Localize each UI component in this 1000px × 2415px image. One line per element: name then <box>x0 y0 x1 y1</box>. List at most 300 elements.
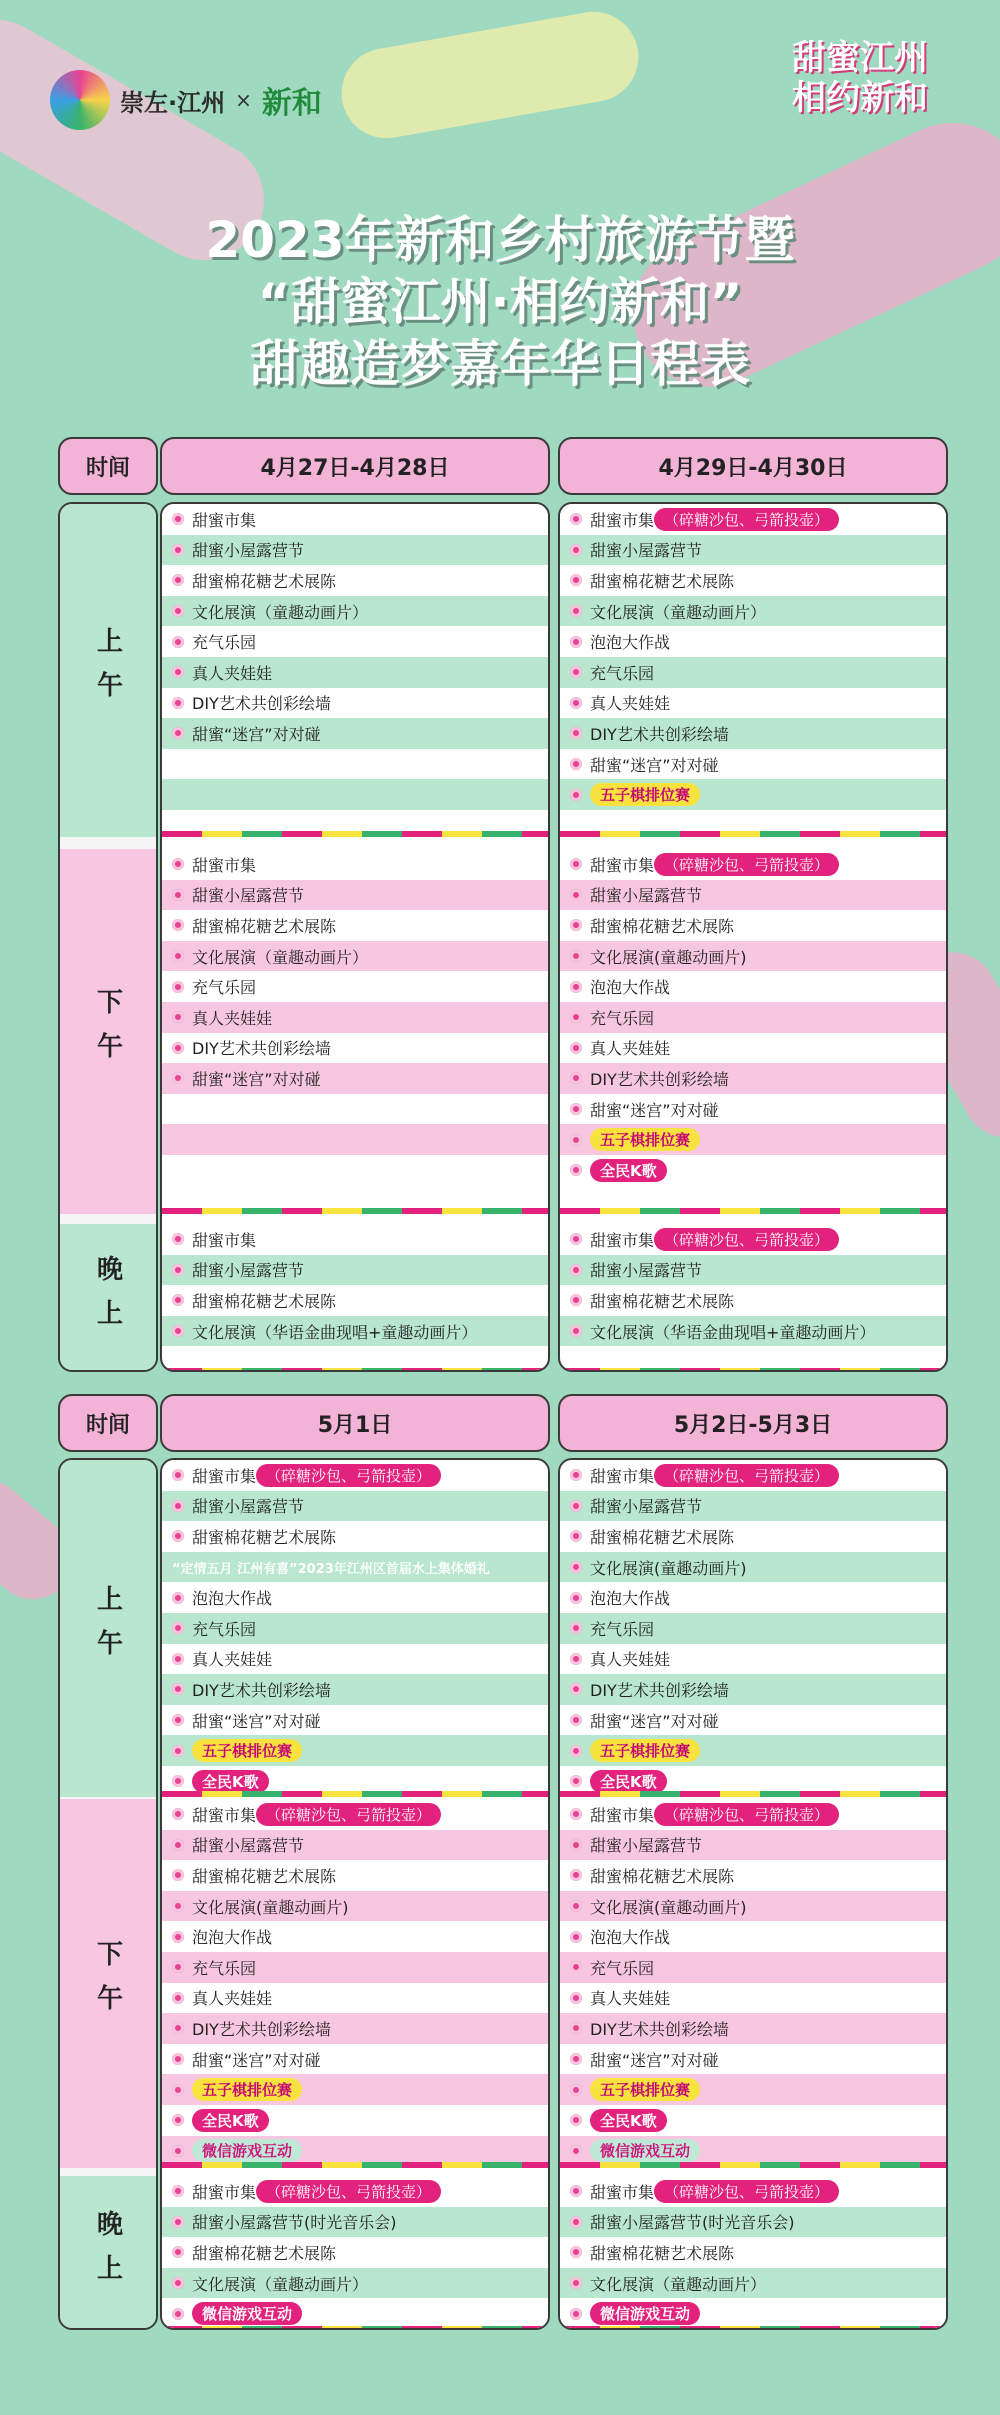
event-name: 甜蜜棉花糖艺术展陈 <box>192 2243 337 2263</box>
schedule-row <box>162 1033 548 1064</box>
day-column-header: 4月27日-4月28日 <box>160 437 550 495</box>
period-divider <box>560 2162 946 2168</box>
period-label-am: 上午 <box>60 1460 156 1797</box>
event-name: 甜蜜棉花糖艺术展陈 <box>192 1866 337 1886</box>
schedule-row <box>560 1255 946 1286</box>
candy-bullet-icon <box>570 727 582 739</box>
schedule-row <box>560 565 946 596</box>
candy-bullet-icon <box>570 574 582 586</box>
event-name: 甜蜜小屋露营节(时光音乐会) <box>192 2213 397 2233</box>
candy-bullet-icon <box>172 574 184 586</box>
candy-bullet-icon <box>570 1745 582 1757</box>
day-column-header: 5月1日 <box>160 1394 550 1452</box>
event-name: 甜蜜市集 <box>590 1230 655 1250</box>
schedule-row <box>560 1316 946 1347</box>
candy-bullet-icon <box>172 1683 184 1695</box>
schedule-row <box>162 1155 548 1186</box>
schedule-row <box>560 910 946 941</box>
period-divider <box>560 831 946 837</box>
event-name: 泡泡大作战 <box>590 978 671 998</box>
candy-bullet-icon <box>570 919 582 931</box>
highlight-event: 微信游戏互动 <box>192 2139 302 2162</box>
schedule-row <box>162 2268 548 2299</box>
candy-bullet-icon <box>172 2308 184 2320</box>
time-column <box>58 502 158 1372</box>
event-name: DIY艺术共创彩绘墙 <box>192 1039 331 1059</box>
schedule-row <box>560 2237 946 2268</box>
event-name: 甜蜜市集 <box>192 855 257 875</box>
event-name: 甜蜜小屋露营节 <box>192 541 305 561</box>
event-name: 甜蜜棉花糖艺术展陈 <box>590 1291 735 1311</box>
candy-bullet-icon <box>570 1072 582 1084</box>
event-name: 甜蜜“迷宫”对对碰 <box>192 1711 321 1731</box>
schedule-row <box>560 1705 946 1736</box>
event-name: 甜蜜棉花糖艺术展陈 <box>590 1527 735 1547</box>
event-name: 甜蜜市集 <box>590 855 655 875</box>
event-name: 甜蜜市集 <box>590 1805 655 1825</box>
candy-bullet-icon <box>570 1530 582 1542</box>
candy-bullet-icon <box>570 544 582 556</box>
event-name: 甜蜜小屋露营节 <box>590 1497 703 1517</box>
event-name: DIY艺术共创彩绘墙 <box>590 1680 729 1700</box>
candy-bullet-icon <box>172 544 184 556</box>
event-name: 真人夹娃娃 <box>590 694 671 714</box>
event-activities-tag: （碎糖沙包、弓箭投壶） <box>256 1803 441 1826</box>
candy-bullet-icon <box>570 2246 582 2258</box>
candy-bullet-icon <box>570 1592 582 1604</box>
schedule-row <box>162 2237 548 2268</box>
candy-bullet-icon <box>172 2277 184 2289</box>
candy-bullet-icon <box>570 1233 582 1245</box>
event-name: 甜蜜棉花糖艺术展陈 <box>590 2243 735 2263</box>
period-label-eve: 晚上 <box>60 1224 156 1372</box>
candy-bullet-icon <box>570 1900 582 1912</box>
event-name: 甜蜜棉花糖艺术展陈 <box>192 1527 337 1547</box>
candy-bullet-icon <box>570 2084 582 2096</box>
schedule-row <box>560 535 946 566</box>
event-name: 文化展演(童趣动画片) <box>590 947 747 967</box>
candy-bullet-icon <box>172 1839 184 1851</box>
period-divider <box>560 1208 946 1214</box>
title-line-2: “甜蜜江州·相约新和” <box>257 273 743 331</box>
event-name: 甜蜜小屋露营节 <box>192 1261 305 1281</box>
schedule-row <box>162 1255 548 1286</box>
event-name: 甜蜜“迷宫”对对碰 <box>590 1100 719 1120</box>
period-label-am: 上午 <box>60 504 156 837</box>
schedule-row <box>560 2268 946 2299</box>
candy-bullet-icon <box>172 1992 184 2004</box>
event-name: 泡泡大作战 <box>192 1589 273 1609</box>
candy-bullet-icon <box>570 2053 582 2065</box>
candy-bullet-icon <box>172 605 184 617</box>
schedule-row <box>162 718 548 749</box>
schedule-row <box>162 504 548 535</box>
candy-bullet-icon <box>172 1622 184 1634</box>
day-column <box>558 502 948 1372</box>
candy-bullet-icon <box>172 1745 184 1757</box>
candy-bullet-icon <box>172 2246 184 2258</box>
event-name: 甜蜜小屋露营节 <box>590 541 703 561</box>
candy-bullet-icon <box>570 1839 582 1851</box>
event-name: 充气乐园 <box>590 663 655 683</box>
candy-bullet-icon <box>172 2145 184 2157</box>
event-name: 充气乐园 <box>192 633 257 653</box>
period-label-pm: 下午 <box>60 849 156 1214</box>
event-name: 充气乐园 <box>590 1008 655 1028</box>
candy-bullet-icon <box>570 1469 582 1481</box>
event-name: 甜蜜市集 <box>590 510 655 530</box>
candy-bullet-icon <box>172 1233 184 1245</box>
schedule-row <box>162 1921 548 1952</box>
candy-bullet-icon <box>570 2277 582 2289</box>
event-name: 甜蜜“迷宫”对对碰 <box>192 1069 321 1089</box>
schedule-row <box>162 1582 548 1613</box>
schedule-row <box>162 688 548 719</box>
candy-bullet-icon <box>570 1500 582 1512</box>
period-divider <box>162 1208 548 1214</box>
candy-bullet-icon <box>570 1264 582 1276</box>
schedule-row <box>560 1674 946 1705</box>
candy-bullet-icon <box>570 1653 582 1665</box>
period-divider <box>162 1368 548 1372</box>
schedule-row <box>560 1224 946 1255</box>
schedule-row <box>162 1063 548 1094</box>
event-name: 真人夹娃娃 <box>192 1008 273 1028</box>
candy-bullet-icon <box>172 1900 184 1912</box>
event-name: 甜蜜市集 <box>590 1466 655 1486</box>
slogan-logo <box>760 38 960 118</box>
event-name: 甜蜜“迷宫”对对碰 <box>590 1711 719 1731</box>
schedule-row <box>560 1491 946 1522</box>
logo-separator: × <box>235 88 252 112</box>
candy-bullet-icon <box>570 666 582 678</box>
event-name: 文化展演(童趣动画片) <box>590 1558 747 1578</box>
period-label-eve: 晚上 <box>60 2176 156 2330</box>
candy-bullet-icon <box>570 1134 582 1146</box>
candy-bullet-icon <box>570 2185 582 2197</box>
schedule-row <box>162 1644 548 1675</box>
time-column-header: 时间 <box>58 437 158 495</box>
event-name: 充气乐园 <box>590 1958 655 1978</box>
candy-bullet-icon <box>570 1561 582 1573</box>
schedule-row <box>560 1155 946 1186</box>
period-divider <box>162 2326 548 2330</box>
time-column <box>58 1458 158 2330</box>
event-name: DIY艺术共创彩绘墙 <box>192 694 331 714</box>
event-name: 泡泡大作战 <box>590 1589 671 1609</box>
event-name: DIY艺术共创彩绘墙 <box>590 724 729 744</box>
candy-bullet-icon <box>172 858 184 870</box>
candy-bullet-icon <box>172 2053 184 2065</box>
event-name: 真人夹娃娃 <box>192 1989 273 2009</box>
schedule-row <box>560 2207 946 2238</box>
schedule-row <box>560 1952 946 1983</box>
event-name: 文化展演(童趣动画片) <box>590 1897 747 1917</box>
event-name: 甜蜜“迷宫”对对碰 <box>192 2050 321 2070</box>
highlight-event: 全民K歌 <box>590 1159 667 1182</box>
day-column-header: 4月29日-4月30日 <box>558 437 948 495</box>
event-activities-tag: （碎糖沙包、弓箭投壶） <box>654 1464 839 1487</box>
schedule-row <box>162 749 548 780</box>
candy-bullet-icon <box>570 1775 582 1787</box>
schedule-row <box>162 1124 548 1155</box>
day-column-header: 5月2日-5月3日 <box>558 1394 948 1452</box>
schedule-row <box>162 1224 548 1255</box>
event-name: 甜蜜小屋露营节 <box>590 1261 703 1281</box>
event-name: 甜蜜棉花糖艺术展陈 <box>590 1866 735 1886</box>
schedule-row <box>162 2207 548 2238</box>
schedule-row <box>560 1094 946 1125</box>
candy-bullet-icon <box>172 1042 184 1054</box>
event-activities-tag: （碎糖沙包、弓箭投壶） <box>654 1228 839 1251</box>
highlight-event: 全民K歌 <box>192 2109 269 2132</box>
event-name: 文化展演（童趣动画片） <box>192 602 369 622</box>
candy-bullet-icon <box>570 1103 582 1115</box>
candy-bullet-icon <box>172 1592 184 1604</box>
candy-bullet-icon <box>570 981 582 993</box>
schedule-row <box>162 1983 548 2014</box>
highlight-event: 微信游戏互动 <box>192 2302 302 2325</box>
logo-xinhe: 新和 <box>261 86 322 121</box>
event-name: 甜蜜棉花糖艺术展陈 <box>590 916 735 936</box>
organizer-logos <box>50 70 322 130</box>
schedule-row <box>560 941 946 972</box>
candy-bullet-icon <box>570 513 582 525</box>
candy-bullet-icon <box>172 1714 184 1726</box>
event-name: 甜蜜市集 <box>192 1805 257 1825</box>
schedule-row <box>560 1830 946 1861</box>
candy-bullet-icon <box>570 1164 582 1176</box>
event-name: 文化展演（童趣动画片） <box>590 602 767 622</box>
schedule-row <box>560 1613 946 1644</box>
event-activities-tag: （碎糖沙包、弓箭投壶） <box>654 508 839 531</box>
event-name: 文化展演（童趣动画片） <box>192 947 369 967</box>
candy-bullet-icon <box>570 2145 582 2157</box>
schedule-row <box>560 1983 946 2014</box>
candy-bullet-icon <box>172 2084 184 2096</box>
candy-bullet-icon <box>570 1961 582 1973</box>
schedule-row <box>162 2013 548 2044</box>
schedule-row <box>560 1033 946 1064</box>
schedule-row <box>560 1124 946 1155</box>
candy-bullet-icon <box>570 697 582 709</box>
candy-bullet-icon <box>570 950 582 962</box>
candy-bullet-icon <box>570 1869 582 1881</box>
schedule-row <box>560 1552 946 1583</box>
event-name: 甜蜜小屋露营节(时光音乐会) <box>590 2213 795 2233</box>
period-divider <box>560 1368 946 1372</box>
candy-bullet-icon <box>172 1961 184 1973</box>
schedule-row <box>162 1891 548 1922</box>
event-name: 甜蜜小屋露营节 <box>590 886 703 906</box>
schedule-row <box>162 1952 548 1983</box>
schedule-row <box>162 1799 548 1830</box>
highlight-event: 五子棋排位赛 <box>590 783 700 806</box>
event-name: 甜蜜小屋露营节 <box>192 1497 305 1517</box>
event-name: DIY艺术共创彩绘墙 <box>192 2019 331 2039</box>
candy-bullet-icon <box>172 1011 184 1023</box>
candy-bullet-icon <box>172 950 184 962</box>
event-name: 充气乐园 <box>192 978 257 998</box>
schedule-row <box>162 1735 548 1766</box>
highlight-event: 五子棋排位赛 <box>590 2078 700 2101</box>
candy-bullet-icon <box>172 2114 184 2126</box>
event-name: 充气乐园 <box>192 1619 257 1639</box>
schedule-row <box>162 535 548 566</box>
event-name: 甜蜜市集 <box>192 510 257 530</box>
event-name: 充气乐园 <box>192 1958 257 1978</box>
schedule-row <box>560 596 946 627</box>
schedule-row <box>162 880 548 911</box>
schedule-row <box>560 1891 946 1922</box>
candy-bullet-icon <box>570 889 582 901</box>
event-name: DIY艺术共创彩绘墙 <box>192 1680 331 1700</box>
event-name: 真人夹娃娃 <box>192 1650 273 1670</box>
candy-bullet-icon <box>570 605 582 617</box>
event-name: 甜蜜市集 <box>192 1230 257 1250</box>
schedule-row <box>560 2044 946 2075</box>
event-name: 甜蜜棉花糖艺术展陈 <box>590 571 735 591</box>
event-name: 甜蜜市集 <box>590 2182 655 2202</box>
schedule-row <box>162 2044 548 2075</box>
schedule-row <box>162 1316 548 1347</box>
event-activities-tag: （碎糖沙包、弓箭投壶） <box>654 2180 839 2203</box>
event-name: 充气乐园 <box>590 1619 655 1639</box>
schedule-row <box>162 779 548 810</box>
schedule-row <box>560 1921 946 1952</box>
event-activities-tag: （碎糖沙包、弓箭投壶） <box>654 1803 839 1826</box>
event-name: 泡泡大作战 <box>590 1928 671 1948</box>
highlight-event: 五子棋排位赛 <box>192 2078 302 2101</box>
period-divider <box>560 1791 946 1797</box>
poster-header <box>0 0 1000 440</box>
candy-bullet-icon <box>570 1992 582 2004</box>
candy-bullet-icon <box>172 1264 184 1276</box>
schedule-row <box>560 1285 946 1316</box>
candy-bullet-icon <box>172 1775 184 1787</box>
candy-bullet-icon <box>172 919 184 931</box>
event-name: 文化展演（华语金曲现唱+童趣动画片） <box>192 1322 478 1342</box>
candy-bullet-icon <box>570 2114 582 2126</box>
period-divider <box>162 1791 548 1797</box>
schedule-row <box>560 1644 946 1675</box>
candy-bullet-icon <box>172 513 184 525</box>
schedule-row <box>162 1285 548 1316</box>
schedule-row <box>162 626 548 657</box>
schedule-row <box>162 565 548 596</box>
schedule-row <box>162 2105 548 2136</box>
candy-bullet-icon <box>172 1808 184 1820</box>
event-name: DIY艺术共创彩绘墙 <box>590 2019 729 2039</box>
event-name: 文化展演（华语金曲现唱+童趣动画片） <box>590 1322 876 1342</box>
schedule-row <box>560 1063 946 1094</box>
candy-bullet-icon <box>172 2185 184 2197</box>
highlight-event: 微信游戏互动 <box>590 2302 700 2325</box>
event-name: 泡泡大作战 <box>590 633 671 653</box>
slogan-line-1: 甜蜜江州 <box>792 38 928 78</box>
event-activities-tag: （碎糖沙包、弓箭投壶） <box>256 1464 441 1487</box>
candy-bullet-icon <box>570 1683 582 1695</box>
schedule-row <box>162 910 548 941</box>
candy-bullet-icon <box>172 1294 184 1306</box>
candy-bullet-icon <box>570 858 582 870</box>
candy-bullet-icon <box>172 1072 184 1084</box>
schedule-row <box>560 2298 946 2329</box>
schedule-row <box>162 1674 548 1705</box>
schedule-row <box>162 1552 548 1583</box>
schedule-row <box>162 1002 548 1033</box>
event-name: 真人夹娃娃 <box>590 1989 671 2009</box>
event-name: 甜蜜棉花糖艺术展陈 <box>192 1291 337 1311</box>
schedule-row <box>560 971 946 1002</box>
schedule-row <box>560 2105 946 2136</box>
event-name: 泡泡大作战 <box>192 1928 273 1948</box>
candy-bullet-icon <box>570 1808 582 1820</box>
title-line-3: 甜趣造梦嘉年华日程表 <box>250 335 750 393</box>
schedule-row <box>162 1521 548 1552</box>
candy-bullet-icon <box>172 1500 184 1512</box>
candy-bullet-icon <box>172 727 184 739</box>
schedule-row <box>162 1705 548 1736</box>
schedule-row <box>162 2298 548 2329</box>
schedule-row <box>560 849 946 880</box>
day-column <box>558 1458 948 2330</box>
event-name: 甜蜜市集 <box>192 1466 257 1486</box>
candy-bullet-icon <box>570 1714 582 1726</box>
candy-bullet-icon <box>172 1325 184 1337</box>
candy-bullet-icon <box>570 2308 582 2320</box>
schedule-row <box>560 1860 946 1891</box>
event-activities-tag: （碎糖沙包、弓箭投壶） <box>654 853 839 876</box>
schedule-row <box>162 1613 548 1644</box>
candy-bullet-icon <box>570 2216 582 2228</box>
schedule-row <box>162 596 548 627</box>
schedule-row <box>560 1521 946 1552</box>
candy-bullet-icon <box>172 889 184 901</box>
title-line-1: 2023年新和乡村旅游节暨 <box>205 211 795 269</box>
event-name: 甜蜜“迷宫”对对碰 <box>192 724 321 744</box>
event-name: 甜蜜小屋露营节 <box>192 886 305 906</box>
candy-bullet-icon <box>172 981 184 993</box>
schedule-row <box>560 1460 946 1491</box>
highlight-event: 全民K歌 <box>590 2109 667 2132</box>
event-name: 文化展演(童趣动画片) <box>192 1897 349 1917</box>
highlight-event: 全民K歌 <box>590 1770 667 1793</box>
schedule-row <box>162 1460 548 1491</box>
event-name: 文化展演（童趣动画片） <box>590 2274 767 2294</box>
highlight-event: 五子棋排位赛 <box>192 1739 302 1762</box>
event-name: 甜蜜棉花糖艺术展陈 <box>192 571 337 591</box>
schedule-row <box>560 749 946 780</box>
jiangzhou-logo-icon <box>50 70 110 130</box>
schedule-row <box>162 657 548 688</box>
candy-bullet-icon <box>570 2022 582 2034</box>
highlight-event: 全民K歌 <box>192 1770 269 1793</box>
event-name: 甜蜜小屋露营节 <box>590 1836 703 1856</box>
event-name: 真人夹娃娃 <box>590 1039 671 1059</box>
schedule-row <box>560 1735 946 1766</box>
schedule-row <box>560 2074 946 2105</box>
highlight-event: 五子棋排位赛 <box>590 1128 700 1151</box>
event-name: 甜蜜棉花糖艺术展陈 <box>192 916 337 936</box>
schedule-row <box>162 849 548 880</box>
schedule-row <box>560 2013 946 2044</box>
candy-bullet-icon <box>172 1469 184 1481</box>
event-banner-text: “定情五月 江州有喜”2023年江州区首届水上集体婚礼 <box>172 1561 490 1577</box>
schedule-row <box>162 971 548 1002</box>
event-name: 甜蜜小屋露营节 <box>192 1836 305 1856</box>
event-name: 真人夹娃娃 <box>590 1650 671 1670</box>
